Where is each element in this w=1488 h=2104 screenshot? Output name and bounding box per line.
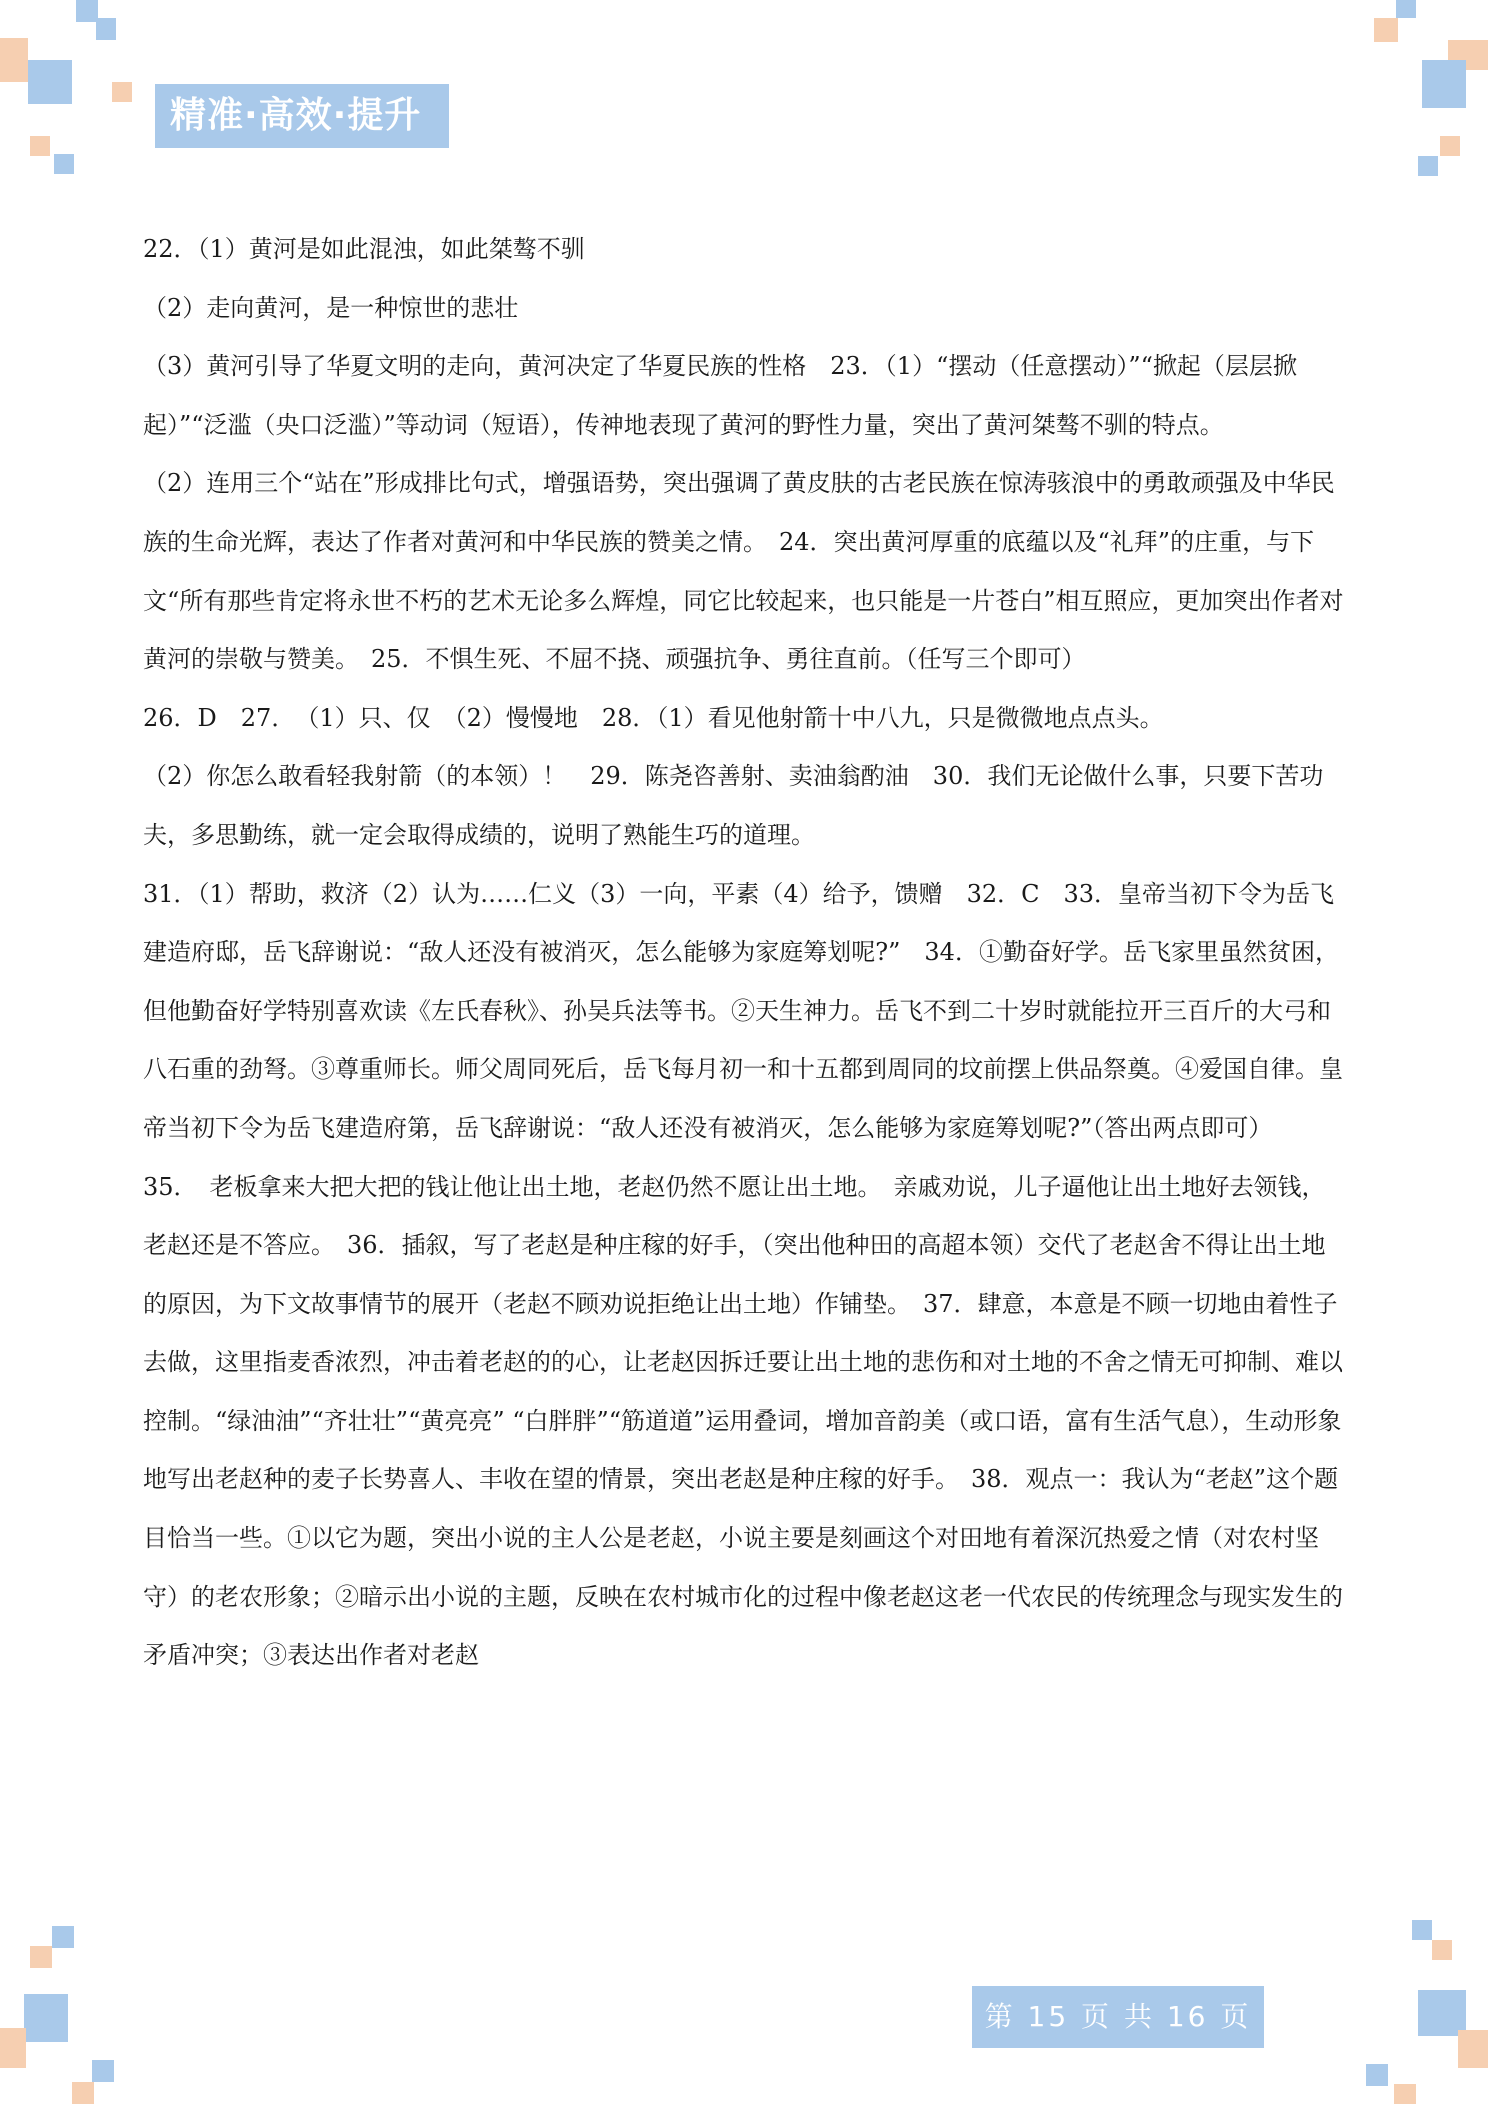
decor-square xyxy=(0,38,28,82)
answer-paragraph: （2）走向黄河，是一种惊世的悲壮 xyxy=(143,293,519,322)
answer-paragraph: 22．（1）黄河是如此混浊，如此桀骜不驯 xyxy=(143,235,585,263)
decor-square xyxy=(1432,1940,1452,1960)
decor-square xyxy=(76,0,98,22)
answer-paragraph: （3）黄河引导了华夏文明的走向，黄河决定了华夏民族的性格 23．（1）“摆动（任意摆动）”“掀起（层层掀起）”“泛滥（央口泛滥）”等动词（短语），传神地表现了黄河的野性力量，突出了黄河桀骜不驯的特点。 xyxy=(143,352,1297,439)
decor-square xyxy=(52,1926,74,1948)
answer-paragraph: 26．D 27． （1）只、仅 （2）慢慢地 28．（1）看见他射箭十中八九，只是微微地点点头。 xyxy=(143,703,1164,732)
decor-square xyxy=(1412,1920,1432,1940)
answer-paragraph: （2）你怎么敢看轻我射箭（的本领）！ 29．陈尧咨善射、卖油翁酌油 30．我们无论做什么事，只要下苦功夫，多思勤练，就一定会取得成绩的，说明了熟能生巧的道理。 xyxy=(143,762,1324,849)
decor-square xyxy=(24,1994,68,2042)
decor-square xyxy=(54,154,74,174)
page-indicator: 第 15 页 共 16 页 xyxy=(984,2000,1252,2033)
decor-square xyxy=(1458,2030,1488,2068)
decor-square xyxy=(92,2060,114,2082)
decor-square xyxy=(1422,60,1466,108)
answer-paragraph: （2）连用三个“站在”形成排比句式，增强语势，突出强调了黄皮肤的古老民族在惊涛骇浪中的勇敢顽强及中华民族的生命光辉，表达了作者对黄河和中华民族的赞美之情。 24．突出黄河厚重的底蕴以及“礼拜”的庄重，与下文“所有那些肯定将永世不朽的艺术无论多么辉煌，同它比较起来，也只能是一片苍白”相互照应，更加突出作者对黄河的崇敬与赞美。 25．不惧生死、不屈不挠、顽强抗争、勇往直前。（任写三个即可） xyxy=(143,469,1344,674)
decor-square xyxy=(112,82,132,102)
decor-square xyxy=(72,2082,94,2104)
decor-square xyxy=(96,18,116,40)
decor-square xyxy=(1440,136,1460,156)
answer-paragraph: 31．（1）帮助，救济（2）认为……仁义（3）一向，平素（4）给予，馈赠 32．C 33．皇帝当初下令为岳飞建造府邸，岳飞辞谢说：“敌人还没有被消灭，怎么能够为家庭筹划呢?” 34．①勤奋好学。岳飞家里虽然贫困，但他勤奋好学特别喜欢读《左氏春秋》、孙吴兵法等书。②天生神力。岳飞不到二十岁时就能拉开三百斤的大弓和八石重的劲弩。③尊重师长。师父周同死后，岳飞每月初一和十五都到周同的坟前摆上供品祭奠。④爱国自律。皇帝当初下令为岳飞建造府第，岳飞辞谢说：“敌人还没有被消灭，怎么能够为家庭筹划呢?”（答出两点即可） xyxy=(143,879,1343,1142)
decor-square xyxy=(1418,156,1438,176)
decor-square xyxy=(30,136,50,156)
answer-paragraph: 35． 老板拿来大把大把的钱让他让出土地，老赵仍然不愿让出土地。 亲戚劝说，儿子逼他让出土地好去领钱，老赵还是不答应。 36．插叙，写了老赵是种庄稼的好手，（突出他种田的高超本领）交代了老赵舍不得让出土地的原因，为下文故事情节的展开（老赵不顾劝说拒绝让出土地）作铺垫。 37．肆意，本意是不顾一切地由着性子去做，这里指麦香浓烈，冲击着老赵的的心，让老赵因拆迁要让出土地的悲伤和对土地的不舍之情无可抑制、难以控制。“绿油油”“齐壮壮”“黄亮亮” “白胖胖”“筋道道”运用叠词，增加音韵美（或口语，富有生活气息），生动形象地写出老赵种的麦子长势喜人、丰收在望的情景，突出老赵是种庄稼的好手。 38．观点一：我认为“老赵”这个题目恰当一些。①以它为题，突出小说的主人公是老赵，小说主要是刻画这个对田地有着深沉热爱之情（对农村坚守）的老农形象；②暗示出小说的主题，反映在农村城市化的过程中像老赵这老一代农民的传统理念与现实发生的矛盾冲突；③表达出作者对老赵 xyxy=(143,1172,1343,1670)
decor-square xyxy=(1396,0,1416,18)
header-title: 精准·高效·提升 xyxy=(170,95,422,136)
decor-square xyxy=(1394,2084,1416,2104)
decor-square xyxy=(30,1946,52,1968)
decor-square xyxy=(0,2028,26,2068)
decor-square xyxy=(28,60,72,104)
decor-square xyxy=(1374,18,1398,42)
decor-square xyxy=(1366,2064,1388,2086)
answer-content xyxy=(143,220,1348,1685)
